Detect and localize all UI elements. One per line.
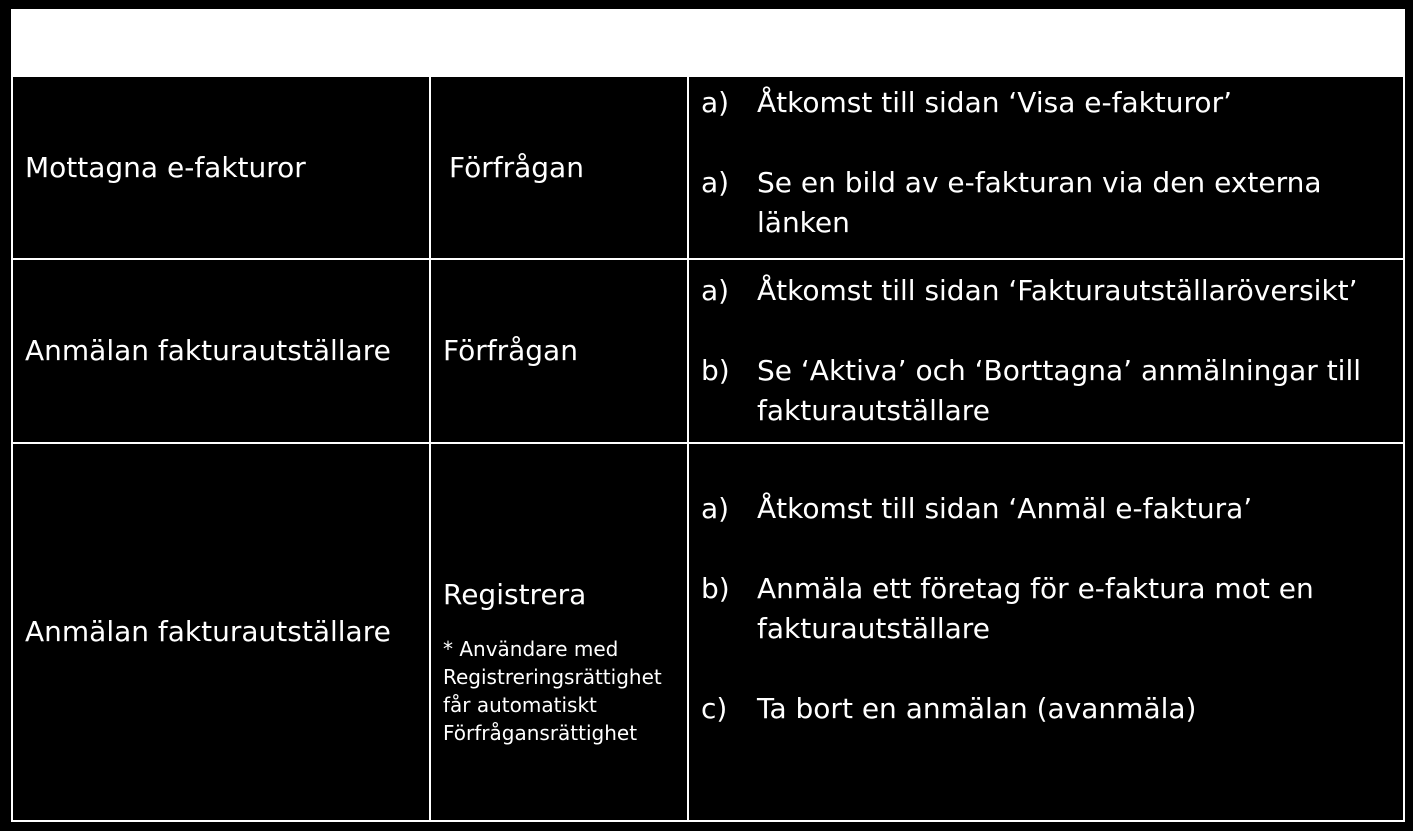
right-label: Förfrågan xyxy=(443,334,578,367)
area-cell xyxy=(12,443,430,821)
description-list xyxy=(689,489,1403,729)
list-marker: b) xyxy=(701,354,730,387)
list-item-text: Se ‘Aktiva’ och ‘Borttagna’ anmälningar till fakturautställare xyxy=(757,354,1362,427)
description-cell xyxy=(688,443,1404,821)
list-item-text: Åtkomst till sidan ‘Anmäl e-faktura’ xyxy=(757,492,1253,525)
area-label: Mottagna e-fakturor xyxy=(25,150,306,184)
description-list xyxy=(689,271,1403,431)
table-row xyxy=(12,259,1404,443)
right-cell xyxy=(430,443,688,821)
permissions-table xyxy=(11,9,1405,822)
list-item-text: Åtkomst till sidan ‘Visa e-fakturor’ xyxy=(757,85,1232,119)
list-marker: b) xyxy=(701,572,730,605)
list-item xyxy=(701,163,1393,243)
list-item-text: Åtkomst till sidan ‘Fakturautställaröversikt’ xyxy=(757,274,1358,307)
right-label: Förfrågan xyxy=(449,150,584,184)
list-marker: a) xyxy=(701,85,730,119)
list-item xyxy=(701,489,1393,529)
list-item-text: Ta bort en anmälan (avanmäla) xyxy=(757,692,1197,725)
area-label: Anmälan fakturautställare xyxy=(25,334,391,367)
list-item-text: Anmäla ett företag för e-faktura mot en fakturautställare xyxy=(757,572,1314,645)
right-cell xyxy=(430,76,688,259)
right-label: Registrera xyxy=(443,578,587,611)
permission-note: * Användare med Registreringsrättighet får automatiskt Förfrågansrättighet xyxy=(443,637,662,745)
list-item xyxy=(701,351,1393,431)
list-item xyxy=(701,569,1393,649)
list-marker: a) xyxy=(701,492,730,525)
description-cell xyxy=(688,76,1404,259)
table-row xyxy=(12,76,1404,259)
area-label: Anmälan fakturautställare xyxy=(25,615,391,648)
list-item xyxy=(701,271,1393,311)
permissions-table-frame xyxy=(11,9,1403,820)
list-marker: c) xyxy=(701,692,728,725)
table-row xyxy=(12,443,1404,821)
list-item xyxy=(701,83,1393,123)
table-header-row xyxy=(12,10,1404,76)
table-header-cell xyxy=(12,10,1404,76)
list-item-text: Se en bild av e-fakturan via den externa länken xyxy=(757,165,1322,239)
description-list xyxy=(689,83,1403,243)
area-cell xyxy=(12,76,430,259)
description-cell xyxy=(688,259,1404,443)
list-item xyxy=(701,689,1393,729)
list-marker: a) xyxy=(701,274,730,307)
area-cell xyxy=(12,259,430,443)
right-cell xyxy=(430,259,688,443)
list-marker: a) xyxy=(701,165,730,199)
